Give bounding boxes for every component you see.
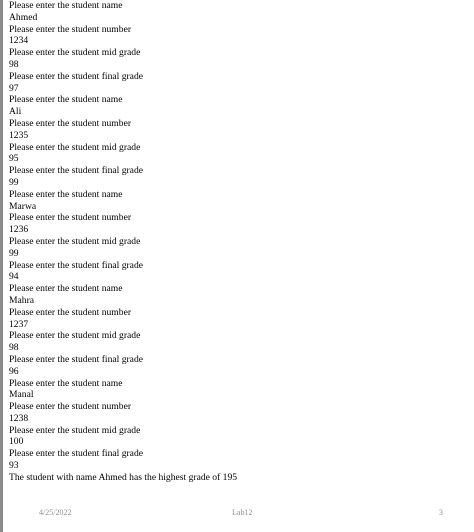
console-line: 93: [9, 460, 19, 472]
console-line: Please enter the student mid grade: [9, 235, 141, 247]
console-line: 1235: [9, 129, 29, 141]
console-line: Please enter the student final grade: [9, 448, 143, 460]
console-line: Please enter the student name: [9, 283, 123, 295]
footer-date: 4/25/2022: [39, 508, 72, 517]
console-line: 97: [9, 82, 19, 94]
console-line: Manal: [9, 389, 34, 401]
console-line: Please enter the student mid grade: [9, 424, 141, 436]
console-line: Please enter the student final grade: [9, 353, 143, 365]
console-line: Please enter the student final grade: [9, 165, 143, 177]
console-line: Please enter the student name: [9, 94, 123, 106]
console-line: 98: [9, 342, 19, 354]
console-line: 95: [9, 153, 19, 165]
console-line: Please enter the student name: [9, 377, 123, 389]
console-line: Ahmed: [9, 11, 38, 23]
console-line: 99: [9, 176, 19, 188]
console-line: 94: [9, 271, 19, 283]
slide-footer: [0, 508, 474, 520]
console-line: Please enter the student number: [9, 401, 132, 413]
console-line: Please enter the student mid grade: [9, 330, 141, 342]
console-line: Please enter the student number: [9, 117, 132, 129]
console-line: Please enter the student number: [9, 212, 132, 224]
console-line: 100: [9, 436, 24, 448]
console-line: Please enter the student name: [9, 0, 123, 11]
console-line: Please enter the student number: [9, 23, 132, 35]
console-line: 1234: [9, 35, 29, 47]
console-line: 98: [9, 58, 19, 70]
console-line: 96: [9, 365, 19, 377]
footer-page-number: 3: [439, 508, 443, 517]
console-line: Mahra: [9, 294, 35, 306]
console-line: Ali: [9, 106, 22, 118]
console-line: 1236: [9, 224, 29, 236]
console-line: Please enter the student final grade: [9, 70, 143, 82]
console-line: The student with name Ahmed has the highest grade of 195: [9, 471, 238, 483]
console-output: [9, 0, 237, 484]
console-line: 99: [9, 247, 19, 259]
console-line: Please enter the student mid grade: [9, 141, 141, 153]
left-border-line: [0, 0, 3, 532]
console-line: Please enter the student name: [9, 188, 123, 200]
console-line: 1237: [9, 318, 29, 330]
footer-title: Lab12: [232, 508, 253, 517]
console-line: Marwa: [9, 200, 37, 212]
console-line: Please enter the student mid grade: [9, 47, 141, 59]
console-line: 1238: [9, 412, 29, 424]
console-line: Please enter the student number: [9, 306, 132, 318]
console-line: Please enter the student final grade: [9, 259, 143, 271]
